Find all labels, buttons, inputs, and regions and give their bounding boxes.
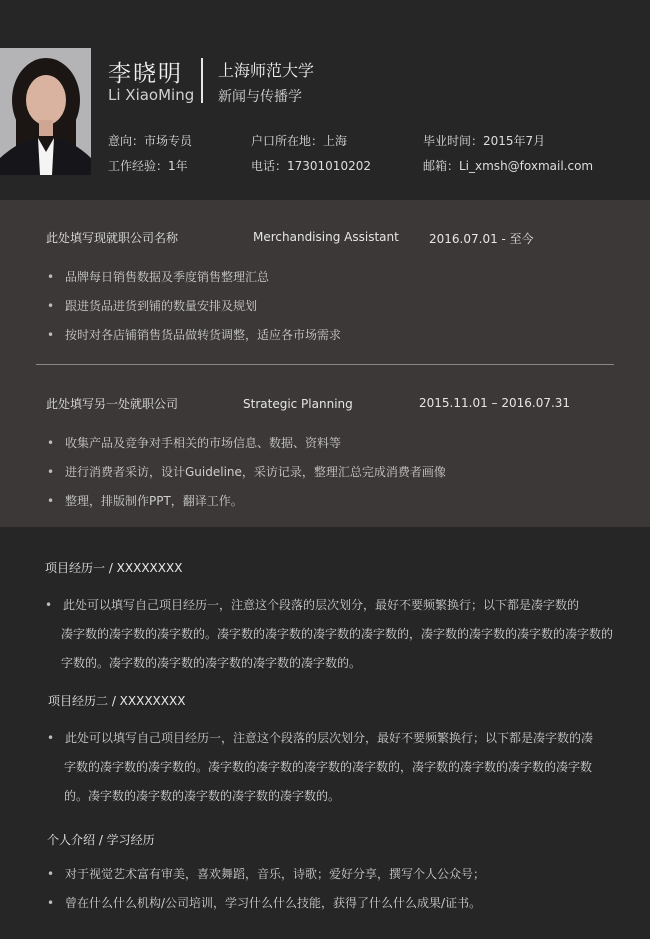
personal-bullet: [47, 894, 481, 911]
bullet-dot-icon: •: [47, 328, 55, 342]
bullet-dot-icon: •: [47, 896, 55, 910]
resume-header: [0, 48, 650, 200]
project-2-title: 项目经历二 / XXXXXXXX: [48, 694, 186, 708]
project-2-line: [47, 729, 593, 746]
bullet-dot-icon: •: [47, 270, 55, 284]
bullet-text: 品牌每日销售数据及季度销售整理汇总: [65, 270, 270, 284]
work-1-bullet: [47, 268, 269, 285]
bullet-dot-icon: •: [47, 731, 55, 745]
bullet-dot-icon: •: [47, 465, 55, 479]
bullet-text: 曾在什么什么机构/公司培训，学习什么什么技能，获得了什么什么成果/证书。: [65, 896, 482, 910]
paragraph-text: 此处可以填写自己项目经历一，注意这个段落的层次划分，最好不要频繁换行；以下都是凑字数的凑: [65, 731, 594, 745]
name-chinese: 李晓明: [108, 61, 183, 87]
bullet-text: 整理，排版制作PPT，翻译工作。: [65, 494, 243, 508]
info-hukou: 户口所在地：上海: [251, 134, 348, 148]
info-intent: 意向：市场专员: [108, 134, 193, 148]
project-1-title: 项目经历一 / XXXXXXXX: [45, 561, 183, 575]
work-1-position: Merchandising Assistant: [253, 230, 399, 244]
major-name: 新闻与传播学: [218, 89, 302, 105]
info-experience: 工作经验：1年: [108, 159, 188, 173]
header-divider: [201, 58, 203, 103]
work-2-bullet: [47, 434, 341, 451]
paragraph-text: 此处可以填写自己项目经历一，注意这个段落的层次划分，最好不要频繁换行；以下都是凑字数的: [63, 598, 580, 612]
bullet-dot-icon: •: [47, 436, 55, 450]
project-2-line: 的。凑字数的凑字数的凑字数的凑字数的凑字数的。: [64, 789, 341, 803]
work-2-bullet: [47, 492, 243, 509]
work-divider: [36, 364, 614, 365]
bullet-dot-icon: •: [47, 494, 55, 508]
work-2-position: Strategic Planning: [243, 397, 353, 411]
work-1-bullet: [47, 297, 257, 314]
personal-title: 个人介绍 / 学习经历: [47, 833, 155, 847]
bullet-text: 按时对各店铺销售货品做转货调整，适应各市场需求: [65, 328, 342, 342]
bullet-text: 对于视觉艺术富有审美，喜欢舞蹈，音乐，诗歌；爱好分享，撰写个人公众号；: [65, 867, 486, 881]
work-1-company: 此处填写现就职公司名称: [46, 231, 179, 245]
info-phone: 电话：17301010202: [251, 159, 371, 173]
project-1-line: 字数的。凑字数的凑字数的凑字数的凑字数的凑字数的。: [61, 656, 362, 670]
work-2-period: 2015.11.01 – 2016.07.31: [419, 396, 571, 410]
personal-bullet: [47, 865, 485, 882]
profile-photo: [0, 48, 91, 175]
work-2-company: 此处填写另一处就职公司: [46, 397, 179, 411]
bullet-text: 收集产品及竞争对手相关的市场信息、数据、资料等: [65, 436, 342, 450]
name-english: Li XiaoMing: [108, 86, 195, 104]
bullet-dot-icon: •: [47, 299, 55, 313]
project-1-line: 凑字数的凑字数的凑字数的。凑字数的凑字数的凑字数的凑字数的，凑字数的凑字数的凑字数的凑字数的: [61, 627, 614, 641]
bullet-text: 跟进货品进货到铺的数量安排及规划: [65, 299, 258, 313]
work-1-bullet: [47, 326, 341, 343]
info-graduation: 毕业时间：2015年7月: [423, 134, 546, 148]
bullet-dot-icon: •: [47, 867, 55, 881]
top-band: [0, 0, 650, 48]
info-email: 邮箱：Li_xmsh@foxmail.com: [423, 159, 594, 173]
project-2-line: 字数的凑字数的凑字数的。凑字数的凑字数的凑字数的凑字数的，凑字数的凑字数的凑字数的凑字数: [64, 760, 593, 774]
bullet-dot-icon: •: [45, 598, 53, 612]
bullet-text: 进行消费者采访，设计Guideline，采访记录，整理汇总完成消费者画像: [65, 465, 446, 479]
project-1-line: [45, 596, 579, 613]
school-name: 上海师范大学: [218, 61, 315, 80]
work-2-bullet: [47, 463, 446, 480]
work-1-period: 2016.07.01 - 至今: [429, 232, 534, 246]
